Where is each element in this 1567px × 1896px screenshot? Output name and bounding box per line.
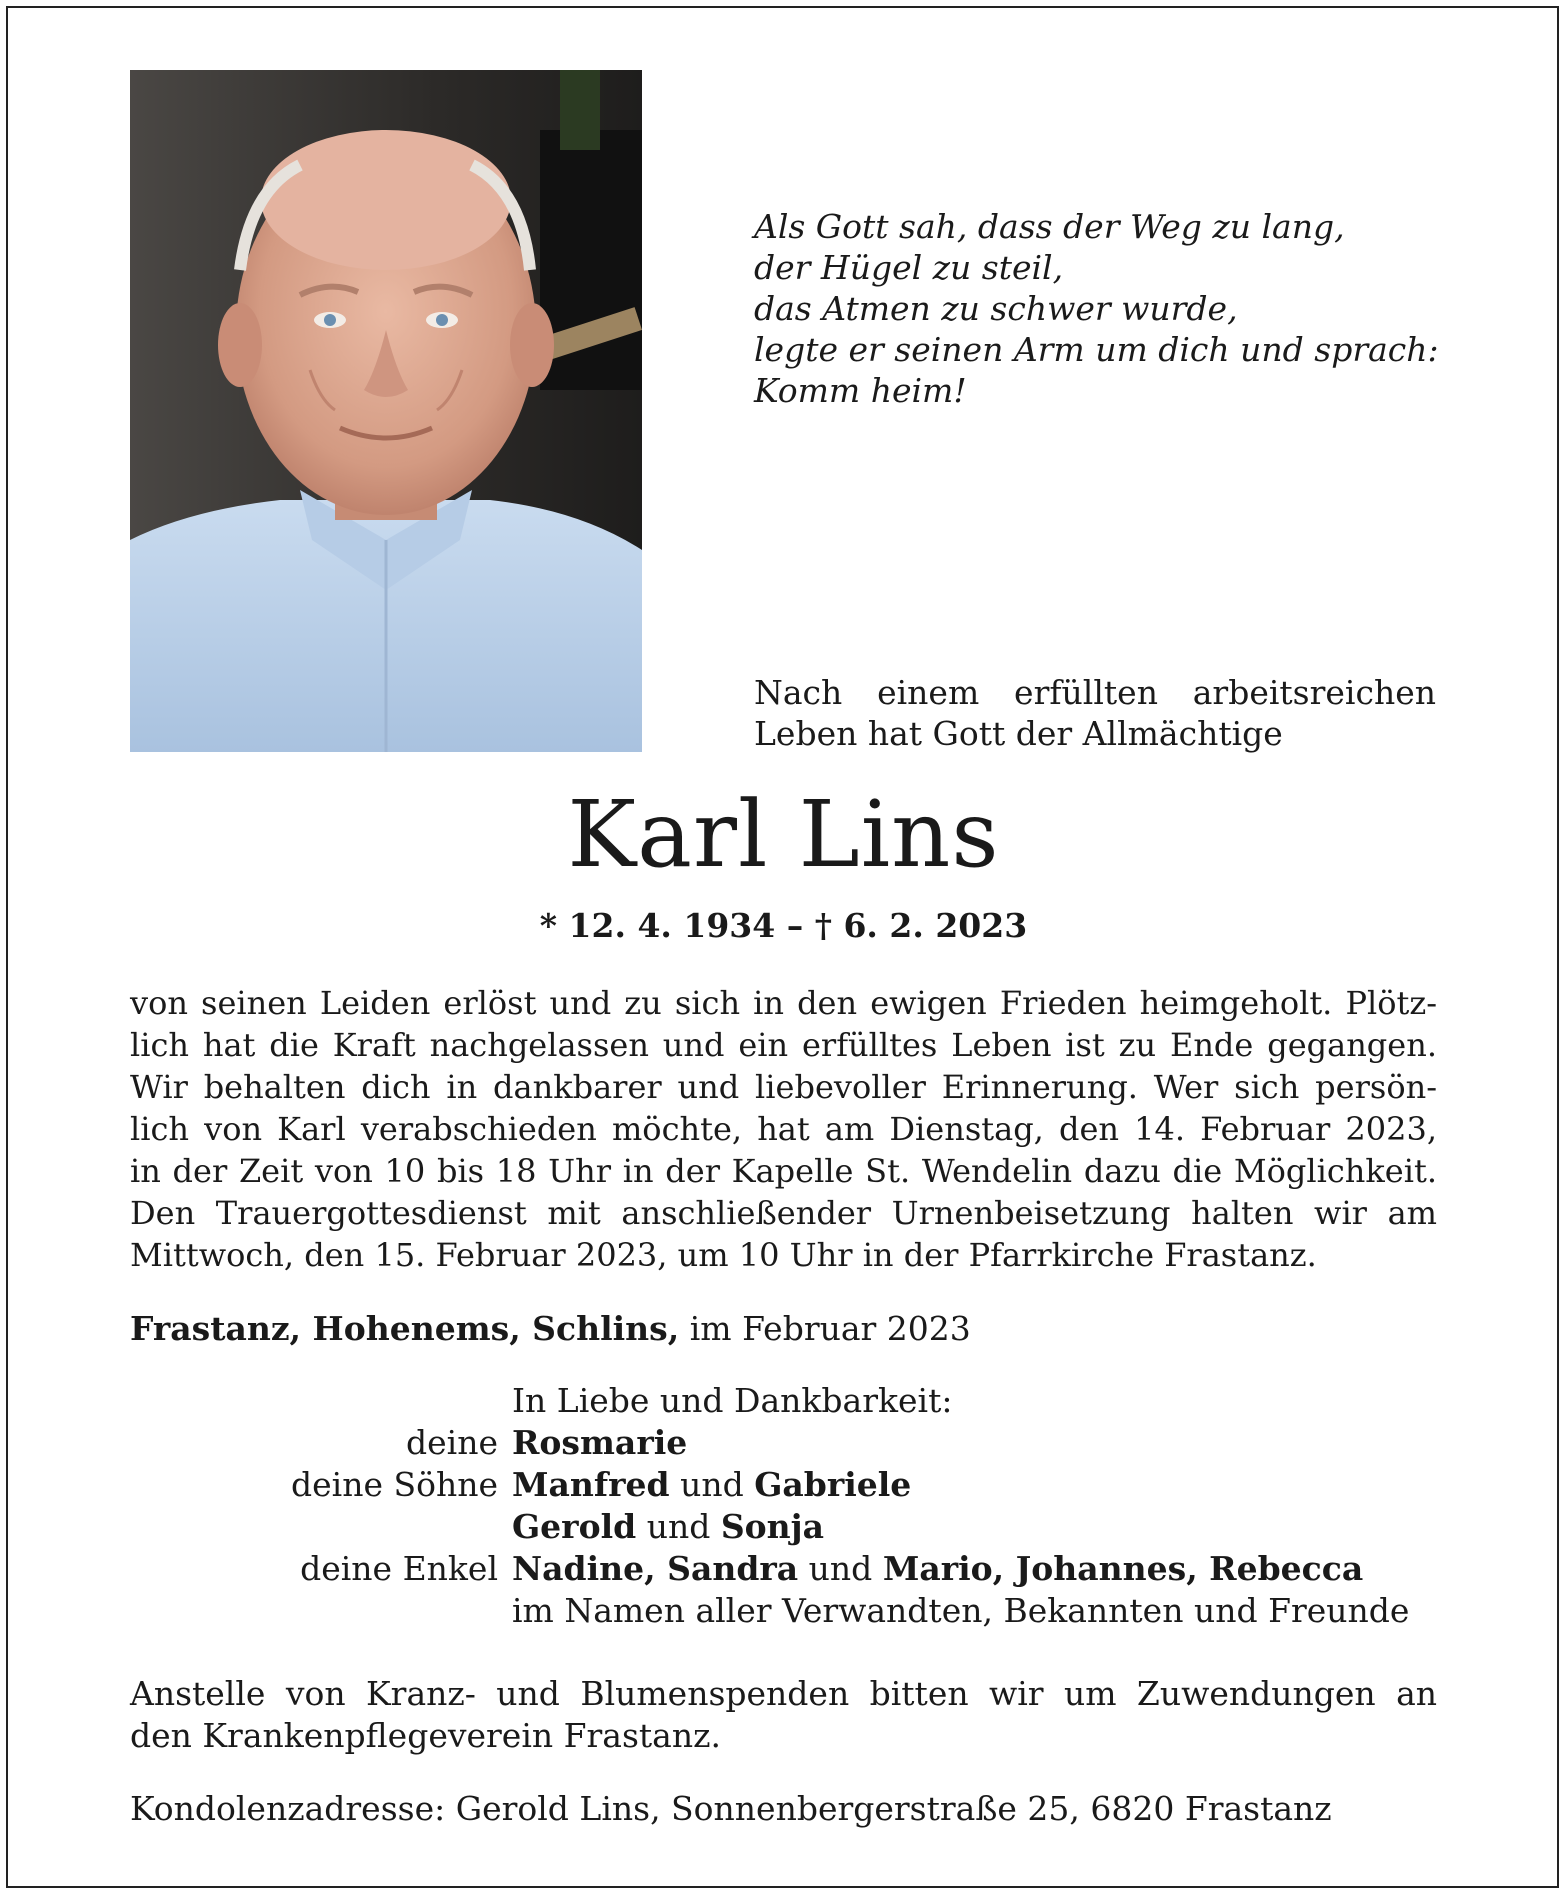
mourners-heading: In Liebe und Dankbarkeit: — [512, 1381, 953, 1420]
place-date: im Februar 2023 — [689, 1309, 971, 1348]
conjunction: und — [680, 1465, 744, 1504]
intro-line: Nach einem erfüllten arbeitsreichen — [754, 673, 1436, 712]
mourner-name: Sonja — [720, 1507, 824, 1546]
mourner-row — [130, 1548, 1437, 1590]
portrait-photo — [130, 70, 642, 752]
body-line: lich von Karl verabschieden möchte, hat am Dienstag, den 14. Februar 2023, — [130, 1110, 1437, 1148]
obituary-body — [130, 982, 1437, 1276]
poem-line: legte er seinen Arm um dich und sprach: — [754, 330, 1439, 369]
poem-line: das Atmen zu schwer wurde, — [754, 289, 1238, 328]
body-line: Den Trauergottesdienst mit anschließender Urnenbeisetzung halten wir am — [130, 1194, 1437, 1232]
mourner-row — [130, 1422, 1437, 1464]
mourners-list — [130, 1380, 1437, 1632]
mourner-name: Manfred — [512, 1465, 670, 1504]
portrait-illustration — [130, 70, 642, 752]
mourner-row — [130, 1464, 1437, 1506]
poem-line: Als Gott sah, dass der Weg zu lang, — [754, 207, 1345, 246]
request-line: Anstelle von Kranz- und Blumenspenden bitten wir um Zuwendungen an — [130, 1674, 1437, 1713]
life-dates: * 12. 4. 1934 – † 6. 2. 2023 — [539, 906, 1028, 945]
mourner-name: Nadine, Sandra — [512, 1549, 799, 1588]
place-and-date — [130, 1308, 971, 1350]
mourner-name: Gabriele — [754, 1465, 912, 1504]
body-line: Mittwoch, den 15. Februar 2023, um 10 Uhr in der Pfarrkirche Frastanz. — [130, 1236, 1317, 1274]
poem-line: Komm heim! — [754, 371, 967, 410]
place-towns: Frastanz, Hohenems, Schlins, — [130, 1309, 680, 1348]
mourners-closing: im Namen aller Verwandten, Bekannten und Freunde — [512, 1591, 1410, 1630]
deceased-name: Karl Lins — [567, 781, 1000, 888]
mourner-role: deine Enkel — [300, 1549, 498, 1588]
mourners-heading-row — [130, 1380, 1437, 1422]
conjunction: und — [808, 1549, 873, 1588]
body-line: lich hat die Kraft nachgelassen und ein erfülltes Leben ist zu Ende gegangen. — [130, 1026, 1437, 1064]
donation-request — [130, 1673, 1437, 1757]
body-line: Wir behalten dich in dankbarer und liebevoller Erinnerung. Wer sich persön- — [130, 1068, 1437, 1106]
conjunction: und — [646, 1507, 711, 1546]
mourner-name: Rosmarie — [512, 1423, 688, 1462]
mourner-name: Mario, Johannes, Rebecca — [882, 1549, 1364, 1588]
mourner-row — [130, 1506, 1437, 1548]
mourner-role: deine Söhne — [291, 1465, 498, 1504]
request-line: den Krankenpflegeverein Frastanz. — [130, 1716, 721, 1755]
intro-line: Leben hat Gott der Allmächtige — [754, 714, 1283, 753]
body-line: von seinen Leiden erlöst und zu sich in den ewigen Frieden heimgeholt. Plötz- — [130, 984, 1437, 1022]
condolence-address: Kondolenzadresse: Gerold Lins, Sonnenbergerstraße 25, 6820 Frastanz — [130, 1789, 1332, 1828]
poem-line: der Hügel zu steil, — [754, 248, 1064, 287]
intro-text — [754, 672, 1436, 754]
mourner-role: deine — [406, 1423, 498, 1462]
mourner-row — [130, 1590, 1437, 1632]
body-line: in der Zeit von 10 bis 18 Uhr in der Kapelle St. Wendelin dazu die Möglichkeit. — [130, 1152, 1437, 1190]
poem — [754, 206, 1494, 411]
mourner-name: Gerold — [512, 1507, 637, 1546]
